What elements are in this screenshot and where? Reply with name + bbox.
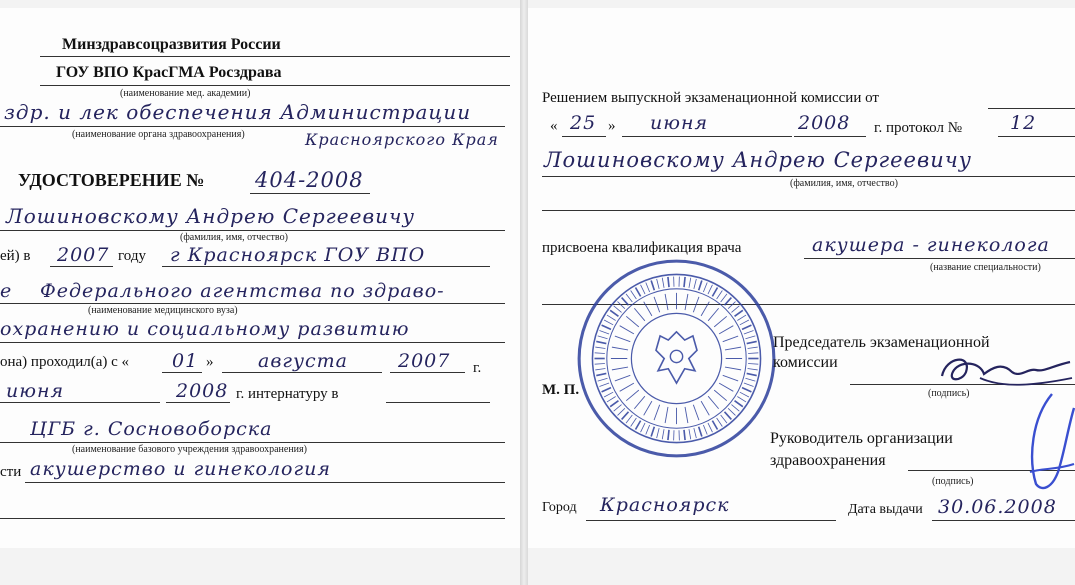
label-quote-open: « (550, 118, 558, 134)
handwritten-qualification: акушера - гинеколога (812, 234, 1050, 256)
handwritten-day-from: 01 (172, 350, 199, 372)
handwritten-specialty: акушерство и гинекология (30, 458, 331, 480)
handwritten-decision-day: 25 (570, 112, 597, 134)
label-g: г. (473, 360, 482, 376)
label-head-line-2: здравоохранения (770, 452, 886, 469)
handwritten-name-right: Лошиновскому Андрею Сергеевичу (544, 148, 972, 172)
underline (162, 266, 490, 267)
caption-fio: (фамилия, имя, отчество) (180, 232, 288, 243)
label-passed: она) проходил(а) с « (0, 354, 130, 370)
caption-health-org: (наименование органа здравоохранения) (72, 129, 245, 140)
underline (622, 136, 792, 137)
underline (0, 230, 505, 231)
handwritten-year-to: 2008 (176, 380, 229, 402)
handwritten-month-from: августа (258, 350, 348, 372)
handwritten-year: 2007 (57, 244, 110, 266)
label-seal-place: М. П. (542, 382, 580, 398)
handwritten-university-prefix: е (0, 280, 13, 302)
handwritten-issue-date: 30.06.2008 (938, 496, 1057, 518)
underline (0, 303, 505, 304)
underline (988, 108, 1075, 109)
handwritten-year-from: 2007 (398, 350, 451, 372)
official-stamp (574, 256, 779, 461)
left-page (0, 8, 520, 548)
label-chair-line-2: комиссии (773, 354, 838, 371)
caption-fio-right: (фамилия, имя, отчество) (790, 178, 898, 189)
label-internship: г. интернатуру в (236, 386, 339, 402)
label-decision: Решением выпускной экзаменационной комиссии от (542, 90, 879, 106)
label-city: Город (542, 500, 577, 515)
handwritten-city: Красноярск (600, 494, 730, 516)
underline (804, 258, 1075, 259)
underline (40, 56, 510, 57)
label-issue-date: Дата выдачи (848, 502, 923, 517)
certificate-title: УДОСТОВЕРЕНИЕ № (18, 170, 205, 190)
underline (542, 176, 1075, 177)
handwritten-university-line-2: Федерального агентства по здраво- (40, 280, 445, 302)
caption-signature-chair: (подпись) (928, 388, 970, 399)
underline (0, 518, 505, 519)
handwritten-health-org: здр. и лек обеспечения Администрации (4, 100, 472, 124)
underline (40, 85, 510, 86)
underline (250, 193, 370, 194)
underline (932, 520, 1075, 521)
underline (25, 482, 505, 483)
handwritten-month-to: июня (6, 380, 65, 402)
caption-specialty: (название специальности) (930, 262, 1041, 273)
handwritten-region: Красноярского Края (305, 130, 499, 149)
label-quote-close-right: » (608, 118, 616, 134)
label-protocol: г. протокол № (874, 120, 963, 136)
underline (390, 372, 465, 373)
underline (0, 342, 505, 343)
eagle-emblem-icon (656, 332, 697, 383)
handwritten-university-line-1: г Красноярск ГОУ ВПО (170, 244, 426, 266)
handwritten-name: Лошиновскому Андрею Сергеевичу (6, 204, 416, 228)
label-specialty: сти (0, 464, 22, 480)
handwritten-decision-year: 2008 (798, 112, 851, 134)
university-name: ГОУ ВПО КрасГМА Росздрава (56, 64, 282, 81)
underline (794, 136, 866, 137)
head-signature-icon (1022, 388, 1075, 498)
underline (998, 136, 1075, 137)
label-graduated: ей) в (0, 248, 31, 264)
caption-academy: (наименование мед. академии) (120, 88, 251, 99)
handwritten-base-institution: ЦГБ г. Сосновоборска (30, 418, 273, 440)
handwritten-decision-month: июня (650, 112, 709, 134)
right-page (528, 8, 1075, 548)
page-spine (520, 0, 528, 585)
underline (50, 266, 113, 267)
underline (222, 372, 382, 373)
underline (0, 402, 160, 403)
underline (542, 210, 1075, 211)
underline (162, 372, 202, 373)
underline (0, 442, 505, 443)
handwritten-protocol-number: 12 (1010, 112, 1037, 134)
ministry-name: Минздравсоцразвития России (62, 36, 281, 53)
label-qualification: присвоена квалификация врача (542, 240, 742, 256)
underline (386, 402, 490, 403)
label-chair-line-1: Председатель экзаменационной (773, 334, 990, 351)
underline (166, 402, 230, 403)
underline (0, 126, 505, 127)
underline (586, 520, 836, 521)
label-year: году (118, 248, 146, 264)
handwritten-university-line-3: охранению и социальному развитию (0, 318, 410, 340)
caption-base-institution: (наименование базового учреждения здравоохранения) (72, 444, 307, 455)
label-head-line-1: Руководитель организации (770, 430, 953, 447)
underline (562, 136, 606, 137)
handwritten-cert-number: 404-2008 (255, 168, 364, 192)
caption-signature-head: (подпись) (932, 476, 974, 487)
caption-university: (наименование медицинского вуза) (88, 305, 238, 316)
label-quote-close: » (206, 354, 214, 370)
